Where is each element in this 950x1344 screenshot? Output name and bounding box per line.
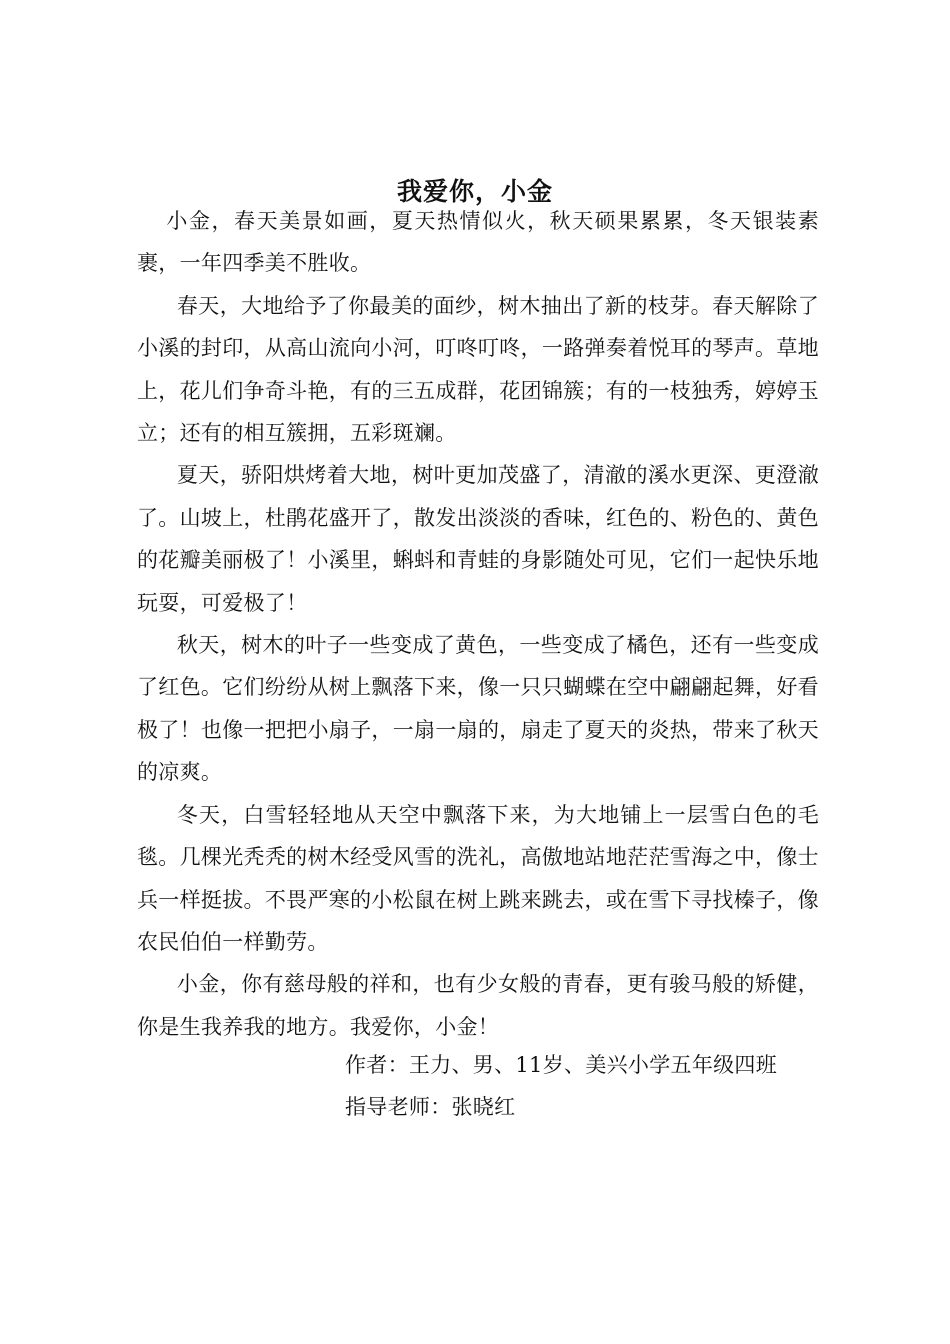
paragraph-winter: 冬天，白雪轻轻地从天空中飘落下来，为大地铺上一层雪白色的毛毯。几棵光秃秃的树木经受风雪的洗礼，高傲地站地茫茫雪海之中，像士兵一样挺拔。不畏严寒的小松鼠在树上跳来跳去，或在雪下寻找榛子，像农民伯伯一样勤劳。 [137, 802, 819, 954]
paragraph-summer: 夏天，骄阳烘烤着大地，树叶更加茂盛了，清澈的溪水更深、更澄澈了。山坡上，杜鹃花盛开了，散发出淡淡的香味，红色的、粉色的、黄色的花瓣美丽极了！小溪里，蝌蚪和青蛙的身影随处可见，它们一起快乐地玩耍，可爱极了！ [137, 463, 819, 615]
teacher-line: 指导老师：张晓红 [345, 1095, 516, 1120]
essay-title: 我爱你，小金 [396, 176, 553, 206]
author-line: 作者：王力、男、11岁、美兴小学五年级四班 [345, 1053, 778, 1077]
paragraph-spring: 春天，大地给予了你最美的面纱，树木抽出了新的枝芽。春天解除了小溪的封印，从高山流向小河，叮咚叮咚，一路弹奏着悦耳的琴声。草地上，花儿们争奇斗艳，有的三五成群，花团锦簇；有的一枝独秀，婷婷玉立；还有的相互簇拥，五彩斑斓。 [137, 293, 819, 446]
essay-body [137, 200, 819, 1048]
signature-block [345, 1044, 865, 1129]
paragraph-autumn: 秋天，树木的叶子一些变成了黄色，一些变成了橘色，还有一些变成了红色。它们纷纷从树上飘落下来，像一只只蝴蝶在空中翩翩起舞，好看极了！也像一把把小扇子，一扇一扇的，扇走了夏天的炎热，带来了秋天的凉爽。 [137, 633, 819, 785]
paragraph-conclusion: 小金，你有慈母般的祥和，也有少女般的青春，更有骏马般的矫健，你是生我养我的地方。我爱你，小金！ [137, 972, 819, 1039]
paragraph-intro: 小金，春天美景如画，夏天热情似火，秋天硕果累累，冬天银装素裹，一年四季美不胜收。 [137, 209, 819, 276]
